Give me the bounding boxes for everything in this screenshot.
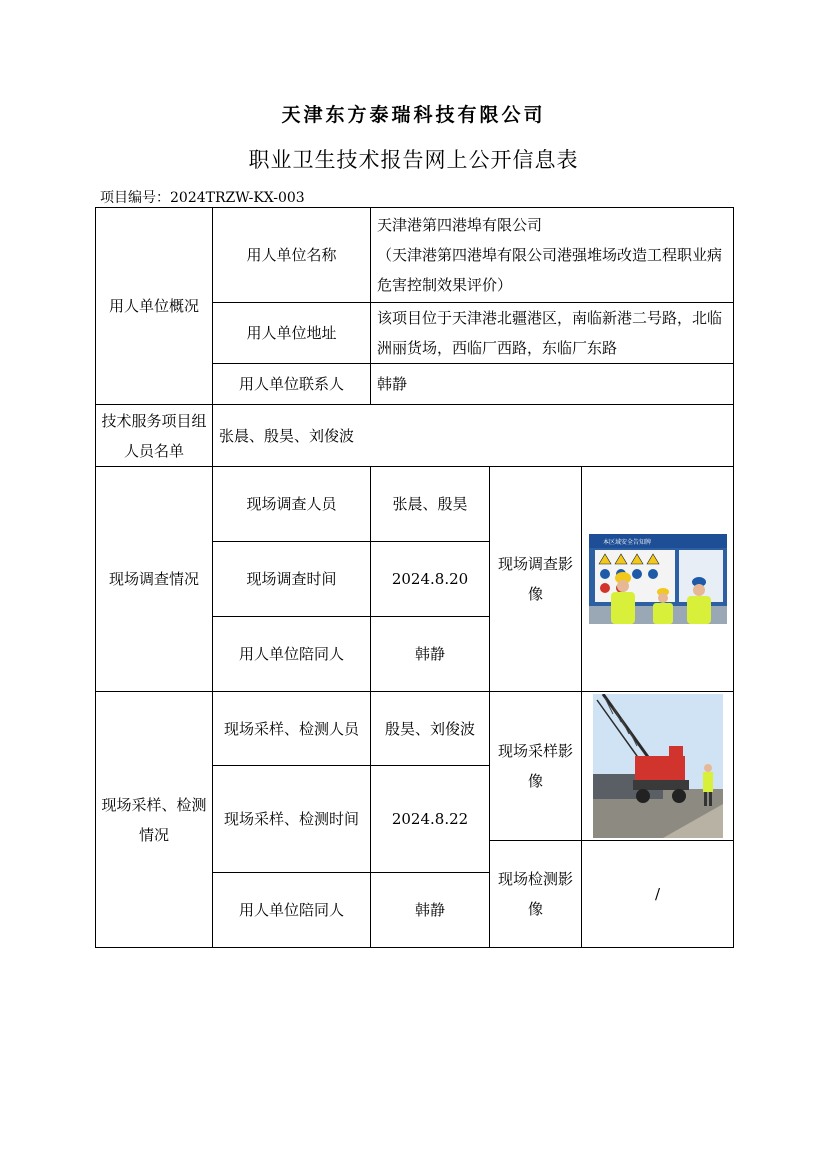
table-row [96, 405, 734, 467]
sampling-staff-value: 殷昊、刘俊波 [371, 692, 490, 766]
survey-staff-value: 张晨、殷昊 [371, 467, 490, 542]
survey-staff-label: 现场调查人员 [213, 467, 371, 542]
table-row [96, 467, 734, 542]
detection-image-value: / [582, 841, 734, 948]
sampling-staff-label: 现场采样、检测人员 [213, 692, 371, 766]
survey-photo [589, 534, 727, 624]
page-title: 职业卫生技术报告网上公开信息表 [248, 148, 579, 172]
unit-address-value: 该项目位于天津港北疆港区，南临新港二号路，北临洲丽货场，西临厂西路，东临厂东路 [371, 303, 734, 364]
sampling-escort-label: 用人单位陪同人 [213, 873, 371, 948]
sampling-escort-value: 韩静 [371, 873, 490, 948]
sampling-photo-cell [582, 692, 734, 841]
unit-name-cell [371, 208, 734, 303]
team-label: 技术服务项目组人员名单 [96, 405, 213, 467]
unit-name-label: 用人单位名称 [213, 208, 371, 303]
sign-title-text: 本区域安全告知牌 [602, 539, 651, 546]
unit-address-label: 用人单位地址 [213, 303, 371, 364]
survey-time-value: 2024.8.20 [371, 542, 490, 617]
unit-section-label: 用人单位概况 [96, 208, 213, 405]
table-row [96, 208, 734, 303]
sampling-time-label: 现场采样、检测时间 [213, 766, 371, 873]
survey-photo-cell [582, 467, 734, 692]
detection-image-label: 现场检测影像 [490, 841, 582, 948]
sampling-time-value: 2024.8.22 [371, 766, 490, 873]
company-name: 天津东方泰瑞科技有限公司 [281, 104, 546, 126]
project-number: 项目编号：2024TRZW-KX-003 [100, 190, 305, 206]
sampling-photo [593, 694, 723, 838]
table-row [96, 692, 734, 766]
survey-section-label: 现场调查情况 [96, 467, 213, 692]
unit-contact-value: 韩静 [371, 364, 734, 405]
info-table [95, 207, 734, 948]
unit-name-note: （天津港第四港埠有限公司港强堆场改造工程职业病危害控制效果评价） [377, 246, 723, 294]
survey-escort-label: 用人单位陪同人 [213, 617, 371, 692]
unit-name-value: 天津港第四港埠有限公司 [377, 216, 543, 234]
team-value: 张晨、殷昊、刘俊波 [213, 405, 734, 467]
survey-time-label: 现场调查时间 [213, 542, 371, 617]
unit-contact-label: 用人单位联系人 [213, 364, 371, 405]
survey-escort-value: 韩静 [371, 617, 490, 692]
sampling-image-label: 现场采样影像 [490, 692, 582, 841]
survey-image-label: 现场调查影像 [490, 467, 582, 692]
sampling-section-label: 现场采样、检测情况 [96, 692, 213, 948]
